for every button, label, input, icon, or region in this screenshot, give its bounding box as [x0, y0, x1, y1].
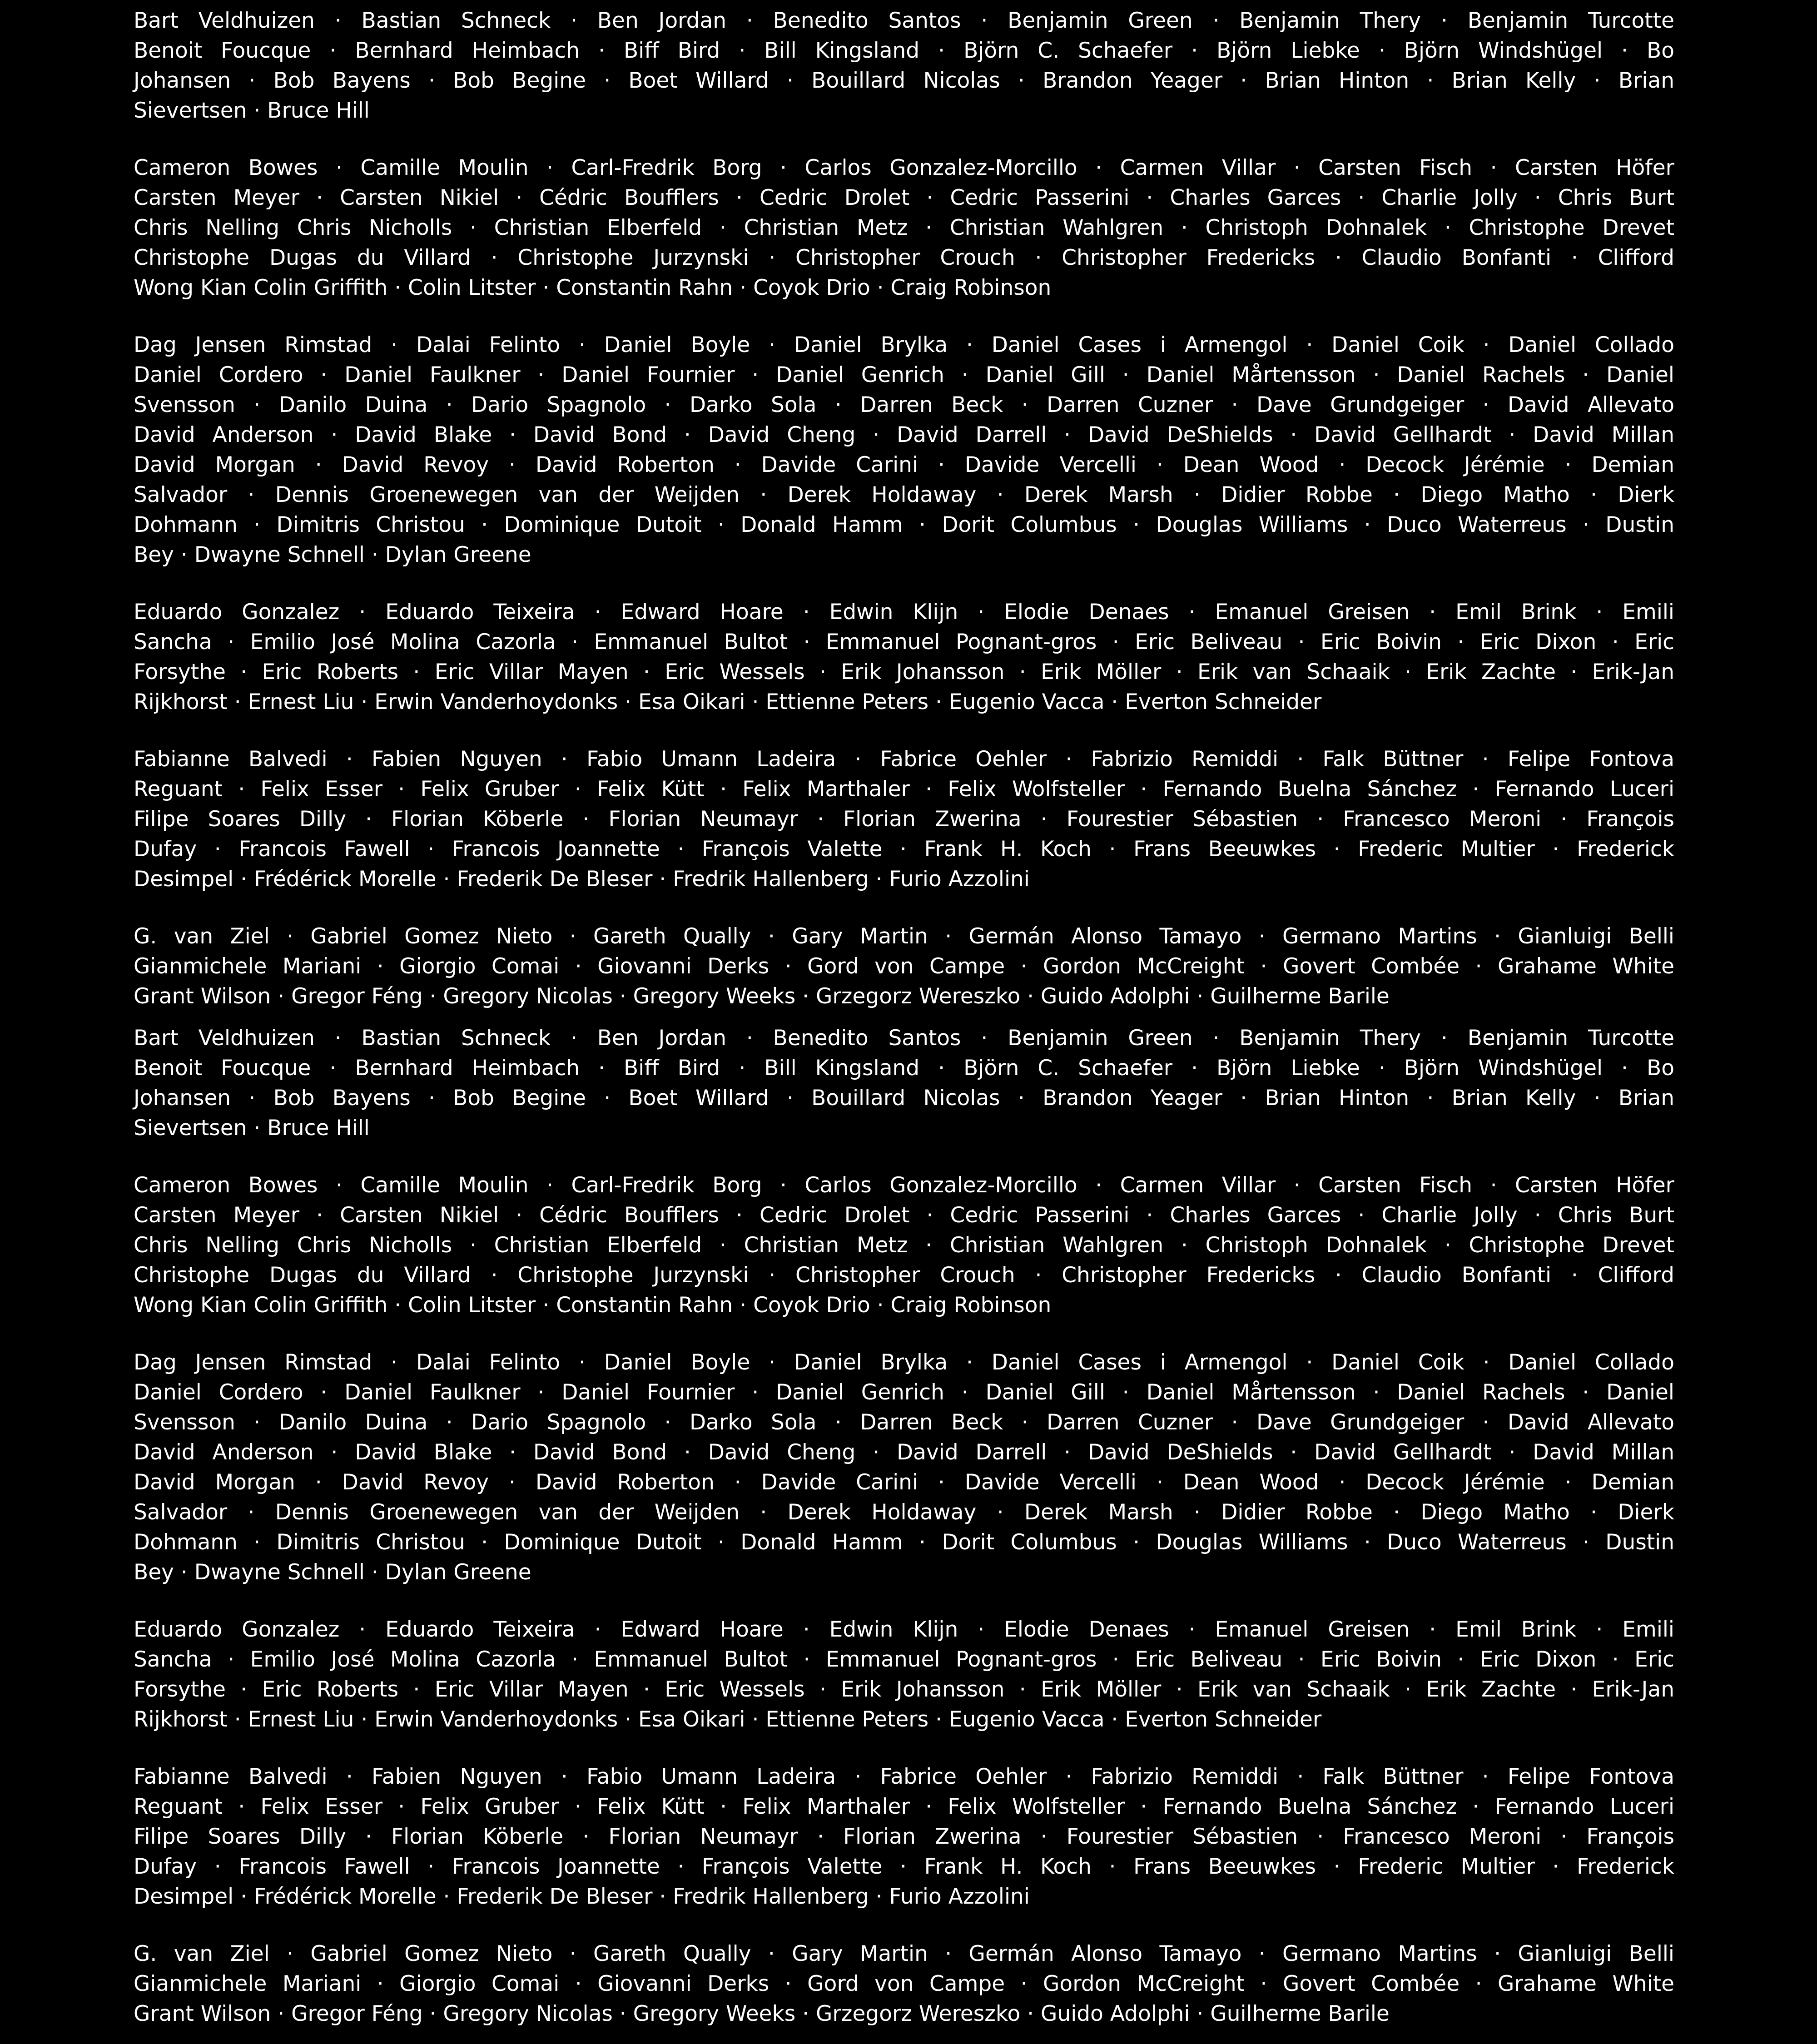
- credits-line: Christophe Dugas du Villard · Christophe Jurzynski · Christopher Crouch · Christopher Fredericks · Claudio Bonfanti · Clifford: [134, 1263, 1674, 1288]
- credits-line: Daniel Cordero · Daniel Faulkner · Daniel Fournier · Daniel Genrich · Daniel Gill · Daniel Mårtensson · Daniel Rachels · Daniel: [134, 1380, 1674, 1405]
- credits-line: Fabianne Balvedi · Fabien Nguyen · Fabio Umann Ladeira · Fabrice Oehler · Fabrizio Remiddi · Falk Büttner · Felipe Fontova: [134, 747, 1674, 772]
- credits-line: Rijkhorst · Ernest Liu · Erwin Vanderhoydonks · Esa Oikari · Ettienne Peters · Eugenio Vacca · Everton Schneider: [134, 690, 1322, 714]
- credits-line: Fabianne Balvedi · Fabien Nguyen · Fabio Umann Ladeira · Fabrice Oehler · Fabrizio Remiddi · Falk Büttner · Felipe Fontova: [134, 1764, 1674, 1789]
- credits-line: Eduardo Gonzalez · Eduardo Teixeira · Edward Hoare · Edwin Klijn · Elodie Denaes · Emanuel Greisen · Emil Brink · Emili: [134, 600, 1674, 625]
- credits-line: Dufay · Francois Fawell · Francois Joannette · François Valette · Frank H. Koch · Frans Beeuwkes · Frederic Multier · Frederick: [134, 837, 1674, 862]
- credits-line: Sancha · Emilio José Molina Cazorla · Emmanuel Bultot · Emmanuel Pognant-gros · Eric Beliveau · Eric Boivin · Eric Dixon · Eric: [134, 630, 1674, 655]
- credits-line: Carsten Meyer · Carsten Nikiel · Cédric Boufflers · Cedric Drolet · Cedric Passerini · Charles Garces · Charlie Jolly · Chris Burt: [134, 185, 1674, 210]
- credits-line: Wong Kian Colin Griffith · Colin Litster · Constantin Rahn · Coyok Drio · Craig Robinson: [134, 1293, 1052, 1318]
- credits-line: Cameron Bowes · Camille Moulin · Carl-Fredrik Borg · Carlos Gonzalez-Morcillo · Carmen Villar · Carsten Fisch · Carsten Höfer: [134, 155, 1674, 180]
- credits-line: Salvador · Dennis Groenewegen van der Weijden · Derek Holdaway · Derek Marsh · Didier Robbe · Diego Matho · Dierk: [134, 482, 1674, 507]
- credits-line: Filipe Soares Dilly · Florian Köberle · Florian Neumayr · Florian Zwerina · Fourestier Sébastien · Francesco Meroni · François: [134, 1824, 1674, 1849]
- credits-list: [134, 6, 1674, 1012]
- credits-line: Christophe Dugas du Villard · Christophe Jurzynski · Christopher Crouch · Christopher Fredericks · Claudio Bonfanti · Clifford: [134, 245, 1674, 270]
- credits-line: Dohmann · Dimitris Christou · Dominique Dutoit · Donald Hamm · Dorit Columbus · Douglas Williams · Duco Waterreus · Dustin: [134, 512, 1674, 537]
- credits-line: Johansen · Bob Bayens · Bob Begine · Boet Willard · Bouillard Nicolas · Brandon Yeager · Brian Hinton · Brian Kelly · Brian: [134, 68, 1674, 93]
- credits-paragraph: [134, 597, 1674, 717]
- credits-paragraph: [134, 1939, 1674, 2029]
- credits-paragraph: [134, 744, 1674, 894]
- credits-paragraph: [134, 1348, 1674, 1588]
- credits-paragraph: [134, 1762, 1674, 1912]
- credits-line: Sievertsen · Bruce Hill: [134, 98, 370, 123]
- credits-line: Reguant · Felix Esser · Felix Gruber · Felix Kütt · Felix Marthaler · Felix Wolfsteller · Fernando Buelna Sánchez · Fernando Luceri: [134, 777, 1674, 802]
- credits-line: Grant Wilson · Gregor Féng · Gregory Nicolas · Gregory Weeks · Grzegorz Wereszko · Guido Adolphi · Guilherme Barile: [134, 984, 1390, 1009]
- credits-line: Daniel Cordero · Daniel Faulkner · Daniel Fournier · Daniel Genrich · Daniel Gill · Daniel Mårtensson · Daniel Rachels · Daniel: [134, 362, 1674, 387]
- credits-line: G. van Ziel · Gabriel Gomez Nieto · Gareth Qually · Gary Martin · Germán Alonso Tamayo · Germano Martins · Gianluigi Belli: [134, 924, 1674, 949]
- credits-line: Forsythe · Eric Roberts · Eric Villar Mayen · Eric Wessels · Erik Johansson · Erik Möller · Erik van Schaaik · Erik Zachte · Erik-Jan: [134, 660, 1674, 685]
- credits-line: Salvador · Dennis Groenewegen van der Weijden · Derek Holdaway · Derek Marsh · Didier Robbe · Diego Matho · Dierk: [134, 1500, 1674, 1525]
- credits-line: Bey · Dwayne Schnell · Dylan Greene: [134, 542, 531, 567]
- credits-line: Reguant · Felix Esser · Felix Gruber · Felix Kütt · Felix Marthaler · Felix Wolfsteller · Fernando Buelna Sánchez · Fernando Luceri: [134, 1794, 1674, 1819]
- credits-paragraph: [134, 153, 1674, 303]
- credits-list-repeat: [134, 1023, 1674, 2029]
- credits-line: Benoit Foucque · Bernhard Heimbach · Biff Bird · Bill Kingsland · Björn C. Schaefer · Björn Liebke · Björn Windshügel · Bo: [134, 38, 1674, 63]
- credits-line: Forsythe · Eric Roberts · Eric Villar Mayen · Eric Wessels · Erik Johansson · Erik Möller · Erik van Schaaik · Erik Zachte · Erik-Jan: [134, 1677, 1674, 1702]
- credits-line: Gianmichele Mariani · Giorgio Comai · Giovanni Derks · Gord von Campe · Gordon McCreight · Govert Combée · Grahame White: [134, 1971, 1674, 1996]
- credits-paragraph: [134, 330, 1674, 570]
- credits-line: G. van Ziel · Gabriel Gomez Nieto · Gareth Qually · Gary Martin · Germán Alonso Tamayo · Germano Martins · Gianluigi Belli: [134, 1941, 1674, 1966]
- credits-line: Bart Veldhuizen · Bastian Schneck · Ben Jordan · Benedito Santos · Benjamin Green · Benjamin Thery · Benjamin Turcotte: [134, 8, 1674, 33]
- credits-line: Carsten Meyer · Carsten Nikiel · Cédric Boufflers · Cedric Drolet · Cedric Passerini · Charles Garces · Charlie Jolly · Chris Burt: [134, 1203, 1674, 1228]
- credits-line: David Morgan · David Revoy · David Roberton · Davide Carini · Davide Vercelli · Dean Wood · Decock Jérémie · Demian: [134, 452, 1674, 477]
- credits-line: Grant Wilson · Gregor Féng · Gregory Nicolas · Gregory Weeks · Grzegorz Wereszko · Guido Adolphi · Guilherme Barile: [134, 2001, 1390, 2026]
- credits-line: Johansen · Bob Bayens · Bob Begine · Boet Willard · Bouillard Nicolas · Brandon Yeager · Brian Hinton · Brian Kelly · Brian: [134, 1086, 1674, 1111]
- credits-line: Rijkhorst · Ernest Liu · Erwin Vanderhoydonks · Esa Oikari · Ettienne Peters · Eugenio Vacca · Everton Schneider: [134, 1707, 1322, 1732]
- credits-line: Gianmichele Mariani · Giorgio Comai · Giovanni Derks · Gord von Campe · Gordon McCreight · Govert Combée · Grahame White: [134, 954, 1674, 979]
- credits-line: Eduardo Gonzalez · Eduardo Teixeira · Edward Hoare · Edwin Klijn · Elodie Denaes · Emanuel Greisen · Emil Brink · Emili: [134, 1617, 1674, 1642]
- credits-line: Sievertsen · Bruce Hill: [134, 1116, 370, 1141]
- credits-line: Desimpel · Frédérick Morelle · Frederik De Bleser · Fredrik Hallenberg · Furio Azzolini: [134, 867, 1030, 892]
- credits-line: Benoit Foucque · Bernhard Heimbach · Biff Bird · Bill Kingsland · Björn C. Schaefer · Björn Liebke · Björn Windshügel · Bo: [134, 1056, 1674, 1081]
- credits-line: Bey · Dwayne Schnell · Dylan Greene: [134, 1560, 531, 1585]
- credits-paragraph: [134, 1023, 1674, 1143]
- credits-line: David Morgan · David Revoy · David Roberton · Davide Carini · Davide Vercelli · Dean Wood · Decock Jérémie · Demian: [134, 1470, 1674, 1495]
- credits-line: Dohmann · Dimitris Christou · Dominique Dutoit · Donald Hamm · Dorit Columbus · Douglas Williams · Duco Waterreus · Dustin: [134, 1530, 1674, 1555]
- credits-line: Chris Nelling Chris Nicholls · Christian Elberfeld · Christian Metz · Christian Wahlgren · Christoph Dohnalek · Christophe Drevet: [134, 215, 1674, 240]
- credits-line: Wong Kian Colin Griffith · Colin Litster · Constantin Rahn · Coyok Drio · Craig Robinson: [134, 275, 1052, 300]
- credits-paragraph: [134, 1615, 1674, 1735]
- credits-line: Dag Jensen Rimstad · Dalai Felinto · Daniel Boyle · Daniel Brylka · Daniel Cases i Armengol · Daniel Coik · Daniel Collado: [134, 1350, 1674, 1375]
- credits-line: Sancha · Emilio José Molina Cazorla · Emmanuel Bultot · Emmanuel Pognant-gros · Eric Beliveau · Eric Boivin · Eric Dixon · Eric: [134, 1647, 1674, 1672]
- credits-line: Dag Jensen Rimstad · Dalai Felinto · Daniel Boyle · Daniel Brylka · Daniel Cases i Armengol · Daniel Coik · Daniel Collado: [134, 332, 1674, 357]
- credits-line: Bart Veldhuizen · Bastian Schneck · Ben Jordan · Benedito Santos · Benjamin Green · Benjamin Thery · Benjamin Turcotte: [134, 1026, 1674, 1051]
- credits-line: Filipe Soares Dilly · Florian Köberle · Florian Neumayr · Florian Zwerina · Fourestier Sébastien · Francesco Meroni · François: [134, 807, 1674, 832]
- credits-line: Chris Nelling Chris Nicholls · Christian Elberfeld · Christian Metz · Christian Wahlgren · Christoph Dohnalek · Christophe Drevet: [134, 1233, 1674, 1258]
- credits-line: Svensson · Danilo Duina · Dario Spagnolo · Darko Sola · Darren Beck · Darren Cuzner · Dave Grundgeiger · David Allevato: [134, 392, 1674, 417]
- credits-line: David Anderson · David Blake · David Bond · David Cheng · David Darrell · David DeShields · David Gellhardt · David Millan: [134, 422, 1674, 447]
- credits-line: Svensson · Danilo Duina · Dario Spagnolo · Darko Sola · Darren Beck · Darren Cuzner · Dave Grundgeiger · David Allevato: [134, 1410, 1674, 1435]
- credits-paragraph: [134, 6, 1674, 126]
- credits-line: David Anderson · David Blake · David Bond · David Cheng · David Darrell · David DeShields · David Gellhardt · David Millan: [134, 1440, 1674, 1465]
- credits-line: Cameron Bowes · Camille Moulin · Carl-Fredrik Borg · Carlos Gonzalez-Morcillo · Carmen Villar · Carsten Fisch · Carsten Höfer: [134, 1173, 1674, 1198]
- credits-line: Desimpel · Frédérick Morelle · Frederik De Bleser · Fredrik Hallenberg · Furio Azzolini: [134, 1884, 1030, 1909]
- credits-paragraph: [134, 922, 1674, 1012]
- credits-line: Dufay · Francois Fawell · Francois Joannette · François Valette · Frank H. Koch · Frans Beeuwkes · Frederic Multier · Frederick: [134, 1854, 1674, 1879]
- credits-paragraph: [134, 1171, 1674, 1320]
